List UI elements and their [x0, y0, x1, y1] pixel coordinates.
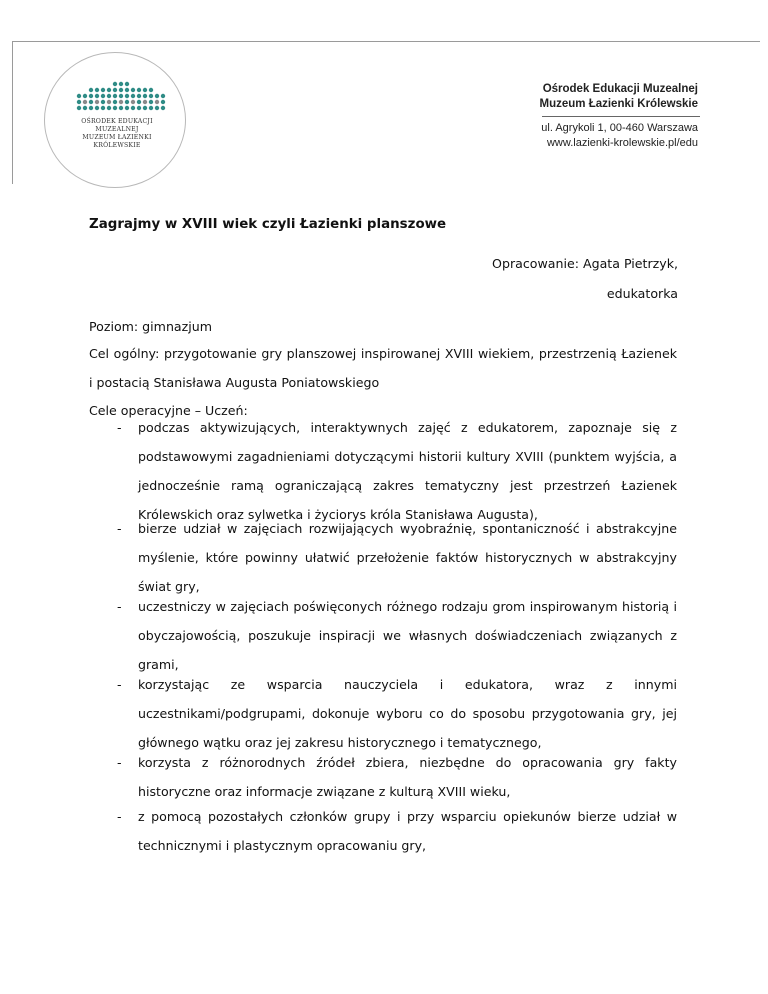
- list-item-text: z pomocą pozostałych członków grupy i przy wsparciu opiekunów bierze udział w technicznymi i plastycznym opracowaniu gry,: [138, 809, 677, 853]
- logo-dot: [89, 106, 93, 110]
- logo-dot: [77, 106, 81, 110]
- logo-dot: [119, 106, 123, 110]
- objectives-heading: Cele operacyjne – Uczeń:: [89, 403, 248, 418]
- logo-dot: [137, 94, 141, 98]
- logo-dot: [125, 100, 129, 104]
- level-paragraph: Poziom: gimnazjum: [89, 319, 212, 334]
- logo-dot: [107, 88, 111, 92]
- document-title: Zagrajmy w XVIII wiek czyli Łazienki planszowe: [89, 217, 447, 232]
- logo-dot: [131, 94, 135, 98]
- logo-dot: [77, 94, 81, 98]
- website-url: www.lazienki-krolewskie.pl/edu: [546, 137, 698, 149]
- logo-dot: [137, 106, 141, 110]
- frame-top-line: [12, 41, 760, 42]
- logo-dot: [77, 100, 81, 104]
- logo-dot: [83, 94, 87, 98]
- frame-left-line: [12, 41, 13, 184]
- logo-dot: [125, 106, 129, 110]
- org-name: Ośrodek Edukacji Muzealnej: [542, 83, 698, 95]
- logo-dot: [149, 88, 153, 92]
- list-item: [89, 670, 677, 757]
- logo-dot: [83, 100, 87, 104]
- logo-dot: [149, 106, 153, 110]
- list-bullet: -: [117, 809, 122, 824]
- logo-dot: [113, 94, 117, 98]
- list-item: [89, 748, 677, 806]
- list-bullet: -: [117, 755, 122, 770]
- list-item: [89, 413, 677, 529]
- list-item-text: podczas aktywizujących, interaktywnych zajęć z edukatorem, zapoznaje się z podstawowymi zagadnieniami dotyczącymi historii kultury XVIII (punktem wyjścia, a jednocześnie ramą ograniczającą zakres tematyczny jest przestrzeń Łazienek Królewskich oraz sylwetka i życiorys króla Stanisława Augusta),: [138, 420, 677, 522]
- logo-dot: [143, 106, 147, 110]
- logo-dot: [113, 82, 117, 86]
- list-bullet: -: [117, 521, 122, 536]
- logo-dot: [113, 100, 117, 104]
- logo-dot: [89, 100, 93, 104]
- logo-dot: [155, 100, 159, 104]
- list-item-text: korzysta z różnorodnych źródeł zbiera, niezbędne do opracowania gry fakty historyczne oraz informacje związane z kulturą XVIII wieku,: [138, 755, 677, 799]
- logo-dot: [113, 88, 117, 92]
- logo-dot: [119, 88, 123, 92]
- logo-caption-line1: OŚRODEK EDUKACJI MUZEALNEJ: [81, 118, 153, 133]
- logo-caption-line2: MUZEUM ŁAZIENKI KRÓLEWSKIE: [82, 134, 152, 149]
- logo-dot: [131, 106, 135, 110]
- logo-dot: [155, 106, 159, 110]
- logo-dot: [95, 94, 99, 98]
- logo-dot: [107, 94, 111, 98]
- logo-dot: [161, 106, 165, 110]
- address-block: [541, 121, 698, 151]
- logo-teal-dots: [77, 82, 165, 110]
- logo-dot: [149, 94, 153, 98]
- header-divider: [542, 116, 700, 117]
- logo-dot: [101, 100, 105, 104]
- logo-dot: [137, 100, 141, 104]
- logo-dot: [131, 100, 135, 104]
- list-item-text: korzystając ze wsparcia nauczyciela i edukatora, wraz z innymi uczestnikami/podgrupami, dokonuje wyboru co do sposobu przygotowania gry, jej głównego wątku oraz jej zakresu historycznego i tematycznego,: [138, 677, 677, 750]
- logo-dot: [143, 100, 147, 104]
- logo-dot: [101, 106, 105, 110]
- list-item-text: bierze udział w zajęciach rozwijających wyobraźnię, spontaniczność i abstrakcyjne myślenie, które powinny ułatwić przełożenie faktów historycznych w abstrakcyjny świat gry,: [138, 521, 677, 594]
- logo-dot: [107, 100, 111, 104]
- list-bullet: -: [117, 599, 122, 614]
- author-line: Opracowanie: Agata Pietrzyk,: [492, 256, 678, 271]
- list-bullet: -: [117, 420, 122, 435]
- logo-dot: [155, 94, 159, 98]
- goal-paragraph: Cel ogólny: przygotowanie gry planszowej inspirowanej XVIII wiekiem, przestrzenią Łazienek i postacią Stanisława Augusta Poniatowskiego: [89, 346, 677, 390]
- logo-dot: [89, 88, 93, 92]
- logo-dot: [143, 94, 147, 98]
- logo-dot: [149, 100, 153, 104]
- logo-dot: [101, 88, 105, 92]
- logo-dot: [119, 100, 123, 104]
- logo-dot: [161, 94, 165, 98]
- museum-name: Muzeum Łazienki Królewskie: [539, 98, 698, 110]
- logo-dot: [107, 106, 111, 110]
- logo-dot: [101, 94, 105, 98]
- logo-dot: [125, 94, 129, 98]
- logo-dot: [125, 88, 129, 92]
- logo-dot: [95, 88, 99, 92]
- logo-dot: [137, 88, 141, 92]
- list-item: [89, 592, 677, 679]
- logo-dot: [113, 106, 117, 110]
- logo-dots-graphic: [75, 80, 167, 112]
- logo-dot: [131, 88, 135, 92]
- author-role: edukatorka: [606, 286, 678, 301]
- logo-dot: [143, 88, 147, 92]
- logo-dot: [161, 100, 165, 104]
- logo-dot: [89, 94, 93, 98]
- logo-dot: [95, 106, 99, 110]
- organization-block: [540, 82, 699, 112]
- author-block: [492, 249, 678, 309]
- logo-dot: [95, 100, 99, 104]
- list-bullet: -: [117, 677, 122, 692]
- logo-dot: [119, 82, 123, 86]
- logo-dot: [119, 94, 123, 98]
- list-item: [89, 802, 677, 860]
- list-item: [89, 514, 677, 601]
- logo-dot: [125, 82, 129, 86]
- logo-caption: [62, 118, 172, 150]
- street-address: ul. Agrykoli 1, 00-460 Warszawa: [541, 122, 698, 134]
- logo-dot: [83, 106, 87, 110]
- list-item-text: uczestniczy w zajęciach poświęconych różnego rodzaju grom inspirowanym historią i obyczajowością, poszukuje inspiracji we własnych doświadczeniach związanych z grami,: [138, 599, 677, 672]
